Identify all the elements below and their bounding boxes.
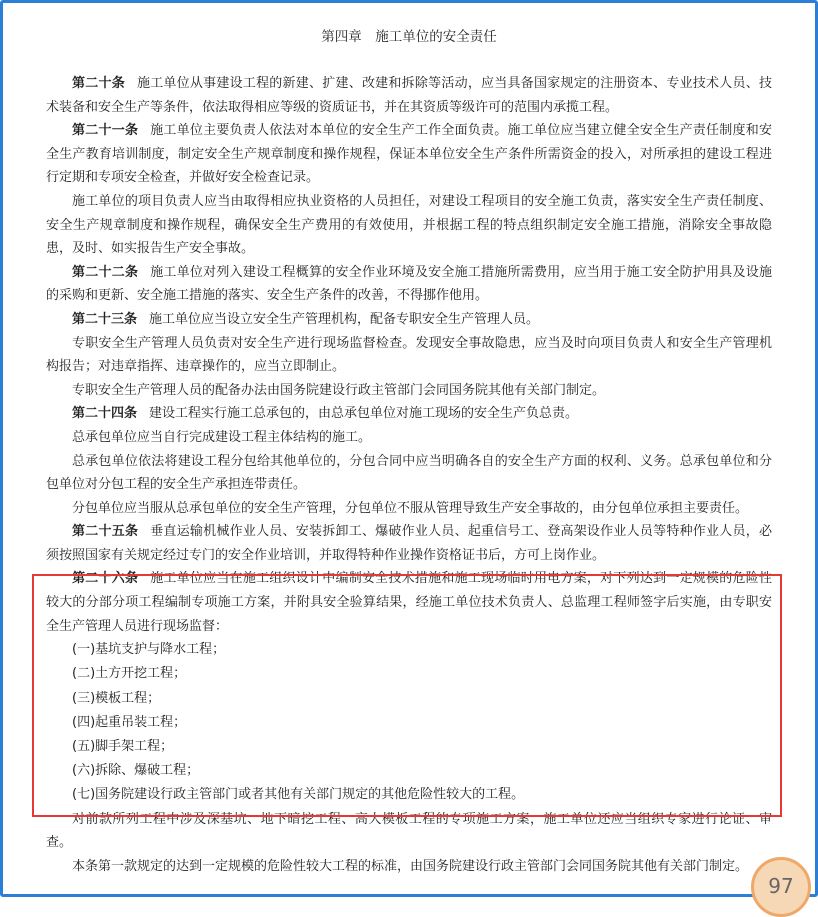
- article-paragraph: [46, 450, 772, 497]
- article-paragraph: [46, 308, 772, 332]
- article-label: 第二十四条: [72, 406, 138, 422]
- article-label: 第二十条: [72, 76, 125, 91]
- article-paragraph: [46, 119, 772, 190]
- list-item: (二)土方开挖工程；: [72, 666, 187, 682]
- article-text: 建设工程实行施工总承包的，由总承包单位对施工现场的安全生产负总责。: [149, 406, 579, 422]
- article-label: 第二十二条: [72, 264, 139, 280]
- article-label: 第二十六条: [72, 571, 139, 587]
- article-paragraph: [46, 808, 772, 855]
- article-label: 第二十一条: [72, 123, 139, 139]
- list-item: (五)脚手架工程；: [72, 739, 174, 755]
- article-text: 施工单位对列入建设工程概算的安全作业环境及安全施工措施所需费用，应当用于施工安全防护用具及设施的采购和更新、安全施工措施的落实、安全生产条件的改善，不得挪作他用。: [46, 264, 772, 304]
- article-paragraph: [46, 332, 772, 379]
- article-text: 施工单位的项目负责人应当由取得相应执业资格的人员担任，对建设工程项目的安全施工负责，落实安全生产责任制度、安全生产规章制度和操作规程，确保安全生产费用的有效使用，并根据工程的特点组织制定安全施工措施，消除安全事故隐患，及时、如实报告生产安全事故。: [46, 193, 772, 257]
- after-paragraph-list: [46, 808, 772, 879]
- list-item: (一)基坑支护与降水工程；: [72, 642, 226, 658]
- article-text: 垂直运输机械作业人员、安装拆卸工、爆破作业人员、起重信号工、登高架设作业人员等特种作业人员，必须按照国家有关规定经过专门的安全作业培训，并取得特种作业操作资格证书后，方可上岗作业。: [46, 524, 772, 563]
- article-paragraph: [46, 520, 772, 567]
- article-text: 专职安全生产管理人员的配备办法由国务院建设行政主管部门会同国务院其他有关部门制定。: [72, 382, 606, 398]
- list-item: (三)模板工程；: [72, 690, 161, 706]
- document-body: [46, 72, 772, 878]
- article-text: 施工单位从事建设工程的新建、扩建、改建和拆除等活动，应当具备国家规定的注册资本、专业技术人员、技术装备和安全生产等条件，依法取得相应等级的资质证书，并在其资质等级许可的范围内承揽工程。: [46, 76, 772, 115]
- article-text: 总承包单位依法将建设工程分包给其他单位的，分包合同中应当明确各自的安全生产方面的权利、义务。总承包单位和分包单位对分包工程的安全生产承担连带责任。: [46, 453, 772, 493]
- list-item: (六)拆除、爆破工程；: [72, 763, 200, 779]
- article-paragraph: [46, 855, 772, 879]
- article-paragraph: [46, 402, 772, 426]
- article-label: 第二十五条: [72, 524, 139, 540]
- article-text: 对前款所列工程中涉及深基坑、地下暗挖工程、高大模板工程的专项施工方案，施工单位还应当组织专家进行论证、审查。: [46, 811, 772, 851]
- article-paragraph: [46, 190, 772, 261]
- article-text: 施工单位应当设立安全生产管理机构，配备专职安全生产管理人员。: [149, 311, 540, 327]
- list-item: (四)起重吊装工程；: [72, 714, 187, 730]
- article-text: 施工单位应当在施工组织设计中编制安全技术措施和施工现场临时用电方案，对下列达到一定规模的危险性较大的分部分项工程编制专项施工方案，并附具安全验算结果，经施工单位技术负责人、总监理工程师签字后实施，由专职安全生产管理人员进行现场监督：: [46, 571, 772, 634]
- paragraph-list: [46, 72, 772, 638]
- article-label: 第二十三条: [72, 311, 138, 327]
- article-text: 总承包单位应当自行完成建设工程主体结构的施工。: [72, 429, 372, 445]
- page-badge: 97: [751, 857, 811, 917]
- list-item: (七)国务院建设行政主管部门或者其他有关部门规定的其他危险性较大的工程。: [72, 787, 525, 803]
- article-paragraph: [46, 261, 772, 308]
- article-paragraph: [46, 426, 772, 450]
- article-paragraph: [46, 497, 772, 521]
- article-text: 本条第一款规定的达到一定规模的危险性较大工程的标准，由国务院建设行政主管部门会同国务院其他有关部门制定。: [72, 858, 749, 874]
- article-paragraph: [46, 567, 772, 638]
- item-list: [46, 638, 772, 807]
- article-paragraph: [46, 379, 772, 403]
- article-text: 专职安全生产管理人员负责对安全生产进行现场监督检查。发现安全事故隐患，应当及时向项目负责人和安全生产管理机构报告；对违章指挥、违章操作的，应当立即制止。: [46, 335, 772, 375]
- article-paragraph: [46, 72, 772, 119]
- article-text: 施工单位主要负责人依法对本单位的安全生产工作全面负责。施工单位应当建立健全安全生产责任制度和安全生产教育培训制度，制定安全生产规章制度和操作规程，保证本单位安全生产条件所需资金的投入，对所承担的建设工程进行定期和专项安全检查，并做好安全检查记录。: [46, 123, 772, 186]
- chapter-title: 第四章 施工单位的安全责任: [321, 29, 497, 45]
- article-text: 分包单位应当服从总承包单位的安全生产管理，分包单位不服从管理导致生产安全事故的，由分包单位承担主要责任。: [72, 500, 749, 516]
